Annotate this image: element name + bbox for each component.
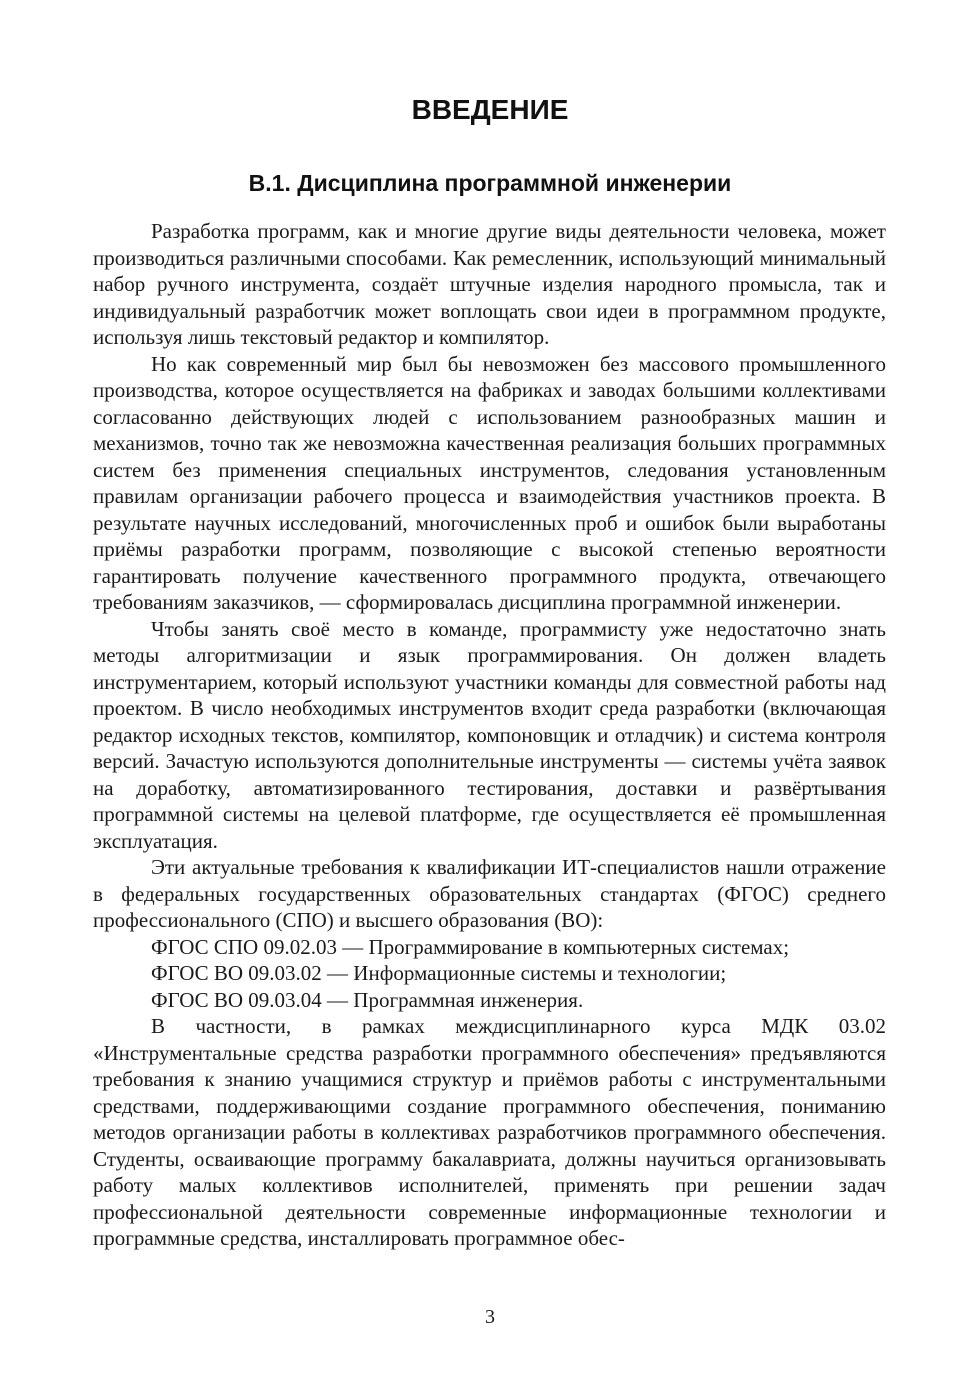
- page-number: 3: [485, 1306, 495, 1328]
- paragraph-industry: Но как современный мир был бы невозможен без массового промышленного производства, которое осуществляется на фабриках и заводах большими коллективами согласованно действующих людей с использованием разнообразных машин и механизмов, точно так же невозможна качественная реализация больших программных систем без применения специальных инструментов, следования установленным правилам организации рабочего процесса и взаимодействия участников проекта. В результате научных исследований, многочисленных проб и ошибок были выработаны приёмы разработки программ, позволяющие с высокой степенью вероятности гарантировать получение качественного программного продукта, отвечающего требованиям заказчиков, — сформировалась дисциплина программной инженерии.: [93, 351, 886, 614]
- paragraph-course-requirements: В частности, в рамках междисциплинарного курса МДК 03.02 «Инструментальные средства разработки программного обеспечения» предъявляются требования к знанию учащимися структур и приёмов работы с инструментальными средствами, поддерживающими создание программного обеспечения, пониманию методов организации работы в коллективах разработчиков программного обеспечения. Студенты, осваивающие программу бакалавриата, должны научиться организовывать работу малых коллективов исполнителей, применять при решении задач профессиональной деятельности современные информационные технологии и программные средства, инсталлировать программное обес-: [93, 1014, 886, 1250]
- body-text: [93, 218, 886, 1252]
- standard-item: ФГОС ВО 09.03.02 — Информационные системы и технологии;: [151, 961, 727, 985]
- paragraph-standards-intro: Эти актуальные требования к квалификации ИТ-специалистов нашли отражение в федеральных государственных образовательных стандартах (ФГОС) среднего профессионального (СПО) и высшего образования (ВО):: [93, 855, 886, 932]
- section-title: В.1. Дисциплина программной инженерии: [248, 170, 732, 196]
- paragraph-team-tools: Чтобы занять своё место в команде, программисту уже недостаточно знать методы алгоритмизации и язык программирования. Он должен владеть инструментарием, который используют участники команды для совместной работы над проектом. В число необходимых инструментов входит среда разработки (включающая редактор исходных текстов, компилятор, компоновщик и отладчик) и система контроля версий. Зачастую используются дополнительные инструменты — системы учёта заявок на доработку, автоматизированного тестирования, доставки и развёртывания программной системы на целевой платформе, где осуществляется её промышленная эксплуатация.: [93, 616, 886, 853]
- paragraph-intro: Разработка программ, как и многие другие виды деятельности человека, может производиться различными способами. Как ремесленник, использующий минимальный набор ручного инструмента, создаёт штучные изделия народного промысла, так и индивидуальный разработчик может воплощать свои идеи в программном продукте, используя лишь текстовый редактор и компилятор.: [93, 219, 886, 349]
- standard-item: ФГОС СПО 09.02.03 — Программирование в компьютерных системах;: [151, 934, 790, 959]
- chapter-title: ВВЕДЕНИЕ: [411, 94, 569, 125]
- standard-item: ФГОС ВО 09.03.04 — Программная инженерия.: [151, 987, 584, 1012]
